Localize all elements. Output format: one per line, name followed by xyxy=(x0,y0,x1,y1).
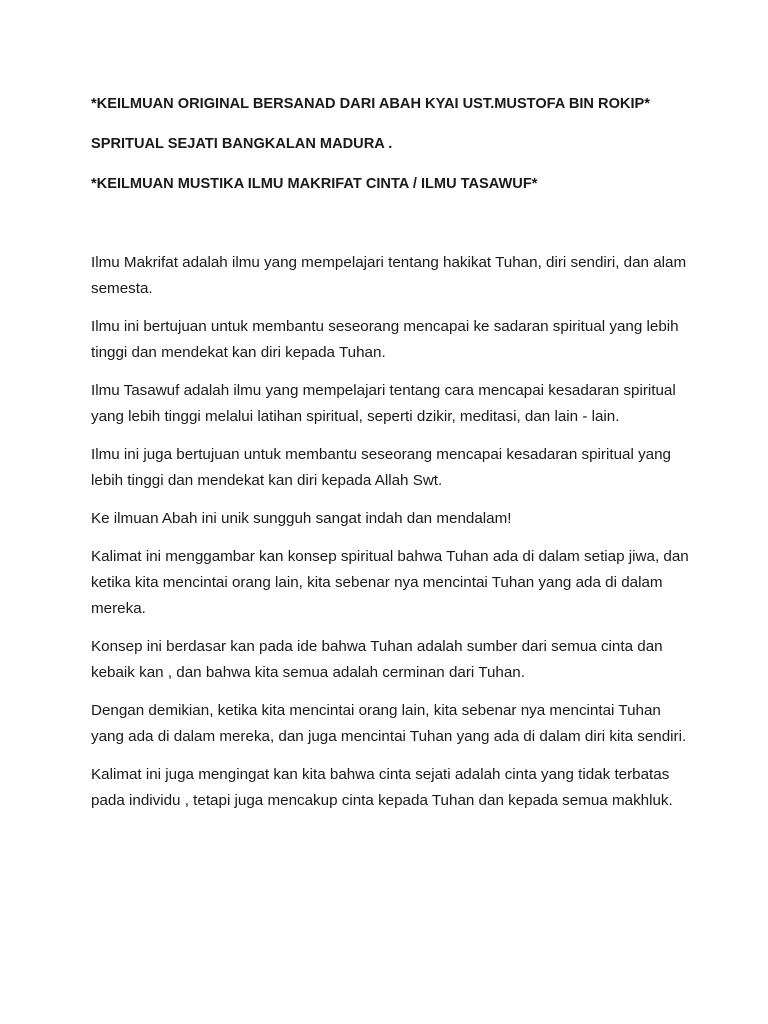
paragraph: Ilmu Makrifat adalah ilmu yang mempelajari tentang hakikat Tuhan, diri sendiri, dan alam semesta. xyxy=(91,254,687,297)
paragraph: Ke ilmuan Abah ini unik sungguh sangat indah dan mendalam! xyxy=(91,510,512,527)
paragraph: Kalimat ini juga mengingat kan kita bahwa cinta sejati adalah cinta yang tidak terbatas pada individu , tetapi juga mencakup cinta kepada Tuhan dan kepada semua makhluk. xyxy=(91,766,673,809)
paragraph: Kalimat ini menggambar kan konsep spiritual bahwa Tuhan ada di dalam setiap jiwa, dan ketika kita mencintai orang lain, kita sebenar nya mencintai Tuhan yang ada di dalam mereka. xyxy=(91,548,689,617)
blank-line xyxy=(91,214,691,250)
paragraph: Ilmu ini juga bertujuan untuk membantu seseorang mencapai kesadaran spiritual yang lebih tinggi dan mendekat kan diri kepada Allah Swt. xyxy=(91,446,672,489)
paragraph: Ilmu ini bertujuan untuk membantu seseorang mencapai ke sadaran spiritual yang lebih tinggi dan mendekat kan diri kepada Tuhan. xyxy=(91,318,679,361)
paragraph: Ilmu Tasawuf adalah ilmu yang mempelajari tentang cara mencapai kesadaran spiritual yang lebih tinggi melalui latihan spiritual, seperti dzikir, meditasi, dan lain - lain. xyxy=(91,382,676,425)
paragraph: Dengan demikian, ketika kita mencintai orang lain, kita sebenar nya mencintai Tuhan yang ada di dalam mereka, dan juga mencintai Tuhan yang ada di dalam diri kita sendiri. xyxy=(91,702,687,745)
heading-title: *KEILMUAN ORIGINAL BERSANAD DARI ABAH KYAI UST.MUSTOFA BIN ROKIP* xyxy=(91,96,650,112)
heading-topic: *KEILMUAN MUSTIKA ILMU MAKRIFAT CINTA / ILMU TASAWUF* xyxy=(91,176,538,192)
document-body xyxy=(91,94,691,826)
heading-subtitle: SPRITUAL SEJATI BANGKALAN MADURA . xyxy=(91,136,393,152)
paragraph: Konsep ini berdasar kan pada ide bahwa Tuhan adalah sumber dari semua cinta dan kebaik kan , dan bahwa kita semua adalah cerminan dari Tuhan. xyxy=(91,638,663,681)
